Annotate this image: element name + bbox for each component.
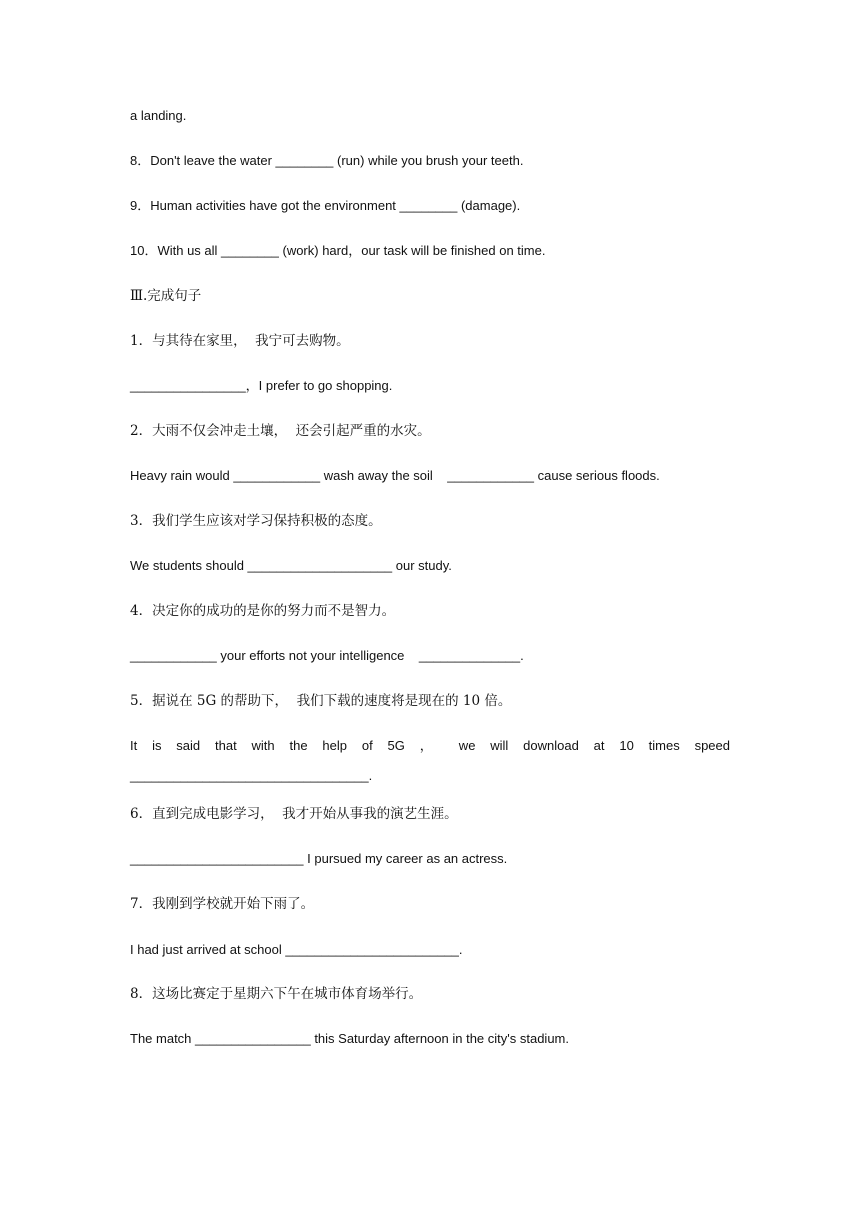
sentence-4-english: ____________ your efforts not your intelligence ______________. — [130, 648, 524, 663]
section-heading: Ⅲ.完成句子 — [130, 288, 202, 304]
sentence-5-english-continued: _________________________________. — [130, 768, 373, 783]
exercise-10: 10．With us all ________ (work) hard，our task will be finished on time. — [130, 243, 546, 258]
text-line-continuation: a landing. — [130, 108, 187, 123]
sentence-4-chinese: 4．决定你的成功的是你的努力而不是智力。 — [130, 603, 396, 619]
sentence-5-english: It is said that with the help of 5G ， we will download at 10 times speed — [130, 738, 730, 753]
exercise-9: 9．Human activities have got the environment ________ (damage). — [130, 198, 521, 213]
exercise-8: 8．Don't leave the water ________ (run) while you brush your teeth. — [130, 153, 524, 168]
sentence-8-chinese: 8．这场比赛定于星期六下午在城市体育场举行。 — [130, 986, 423, 1002]
sentence-3-chinese: 3．我们学生应该对学习保持积极的态度。 — [130, 513, 382, 529]
sentence-1-chinese: 1．与其待在家里， 我宁可去购物。 — [130, 333, 350, 349]
sentence-5-chinese: 5．据说在 5G 的帮助下， 我们下载的速度将是现在的 10 倍。 — [130, 693, 512, 709]
sentence-7-chinese: 7．我刚到学校就开始下雨了。 — [130, 896, 315, 912]
sentence-6-english: ________________________ I pursued my career as an actress. — [130, 851, 508, 866]
sentence-2-chinese: 2．大雨不仅会冲走土壤， 还会引起严重的水灾。 — [130, 423, 431, 439]
sentence-2-english: Heavy rain would ____________ wash away the soil ____________ cause serious floods. — [130, 468, 660, 483]
sentence-1-english: ________________，I prefer to go shopping. — [130, 378, 393, 393]
sentence-7-english: I had just arrived at school ________________________. — [130, 942, 463, 957]
sentence-8-english: The match ________________ this Saturday afternoon in the city's stadium. — [130, 1031, 569, 1046]
sentence-3-english: We students should ____________________ our study. — [130, 558, 452, 573]
sentence-6-chinese: 6．直到完成电影学习， 我才开始从事我的演艺生涯。 — [130, 806, 458, 822]
